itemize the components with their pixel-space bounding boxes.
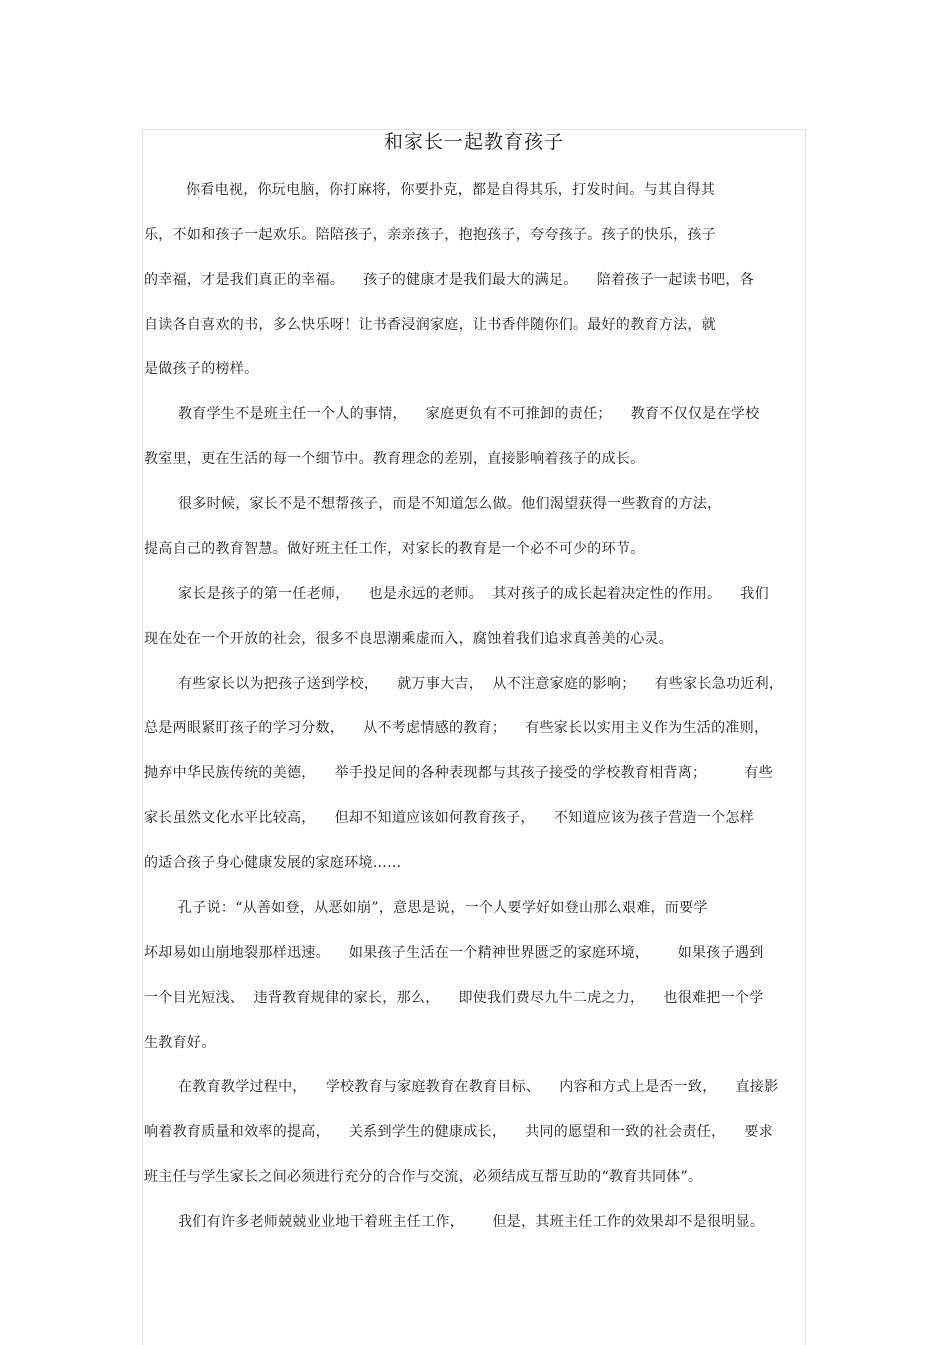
- text-line: 家长是孩子的第一任老师， 也是永远的老师。 其对孩子的成长起着决定性的作用。 我们: [178, 586, 769, 602]
- text-line: 家长虽然文化水平比较高， 但却不知道应该如何教育孩子， 不知道应该为孩子营造一个怎样: [144, 810, 754, 826]
- text-line: 你看电视，你玩电脑，你打麻将，你要扑克，都是自得其乐，打发时间。与其自得其: [186, 182, 716, 198]
- text-line: 班主任与学生家长之间必须进行充分的合作与交流，必须结成互帮互助的“教育共同体”。: [144, 1169, 703, 1185]
- text-line: 自读各自喜欢的书，多么快乐呀！让书香浸润家庭，让书香伴随你们。最好的教育方法，就: [144, 317, 716, 333]
- text-line: 提高自己的教育智慧。做好班主任工作，对家长的教育是一个必不可少的环节。: [144, 541, 645, 557]
- text-line: 总是两眼紧盯孩子的学习分数， 从不考虑情感的教育； 有些家长以实用主义作为生活的准则，: [144, 720, 769, 736]
- text-line: 生教育好。: [144, 1035, 216, 1051]
- text-line: 的适合孩子身心健康发展的家庭环境……: [144, 855, 402, 871]
- text-line: 教室里，更在生活的每一个细节中。教育理念的差别，直接影响着孩子的成长。: [144, 451, 645, 467]
- page-frame: [142, 129, 806, 1345]
- text-line: 坏却易如山崩地裂那样迅速。 如果孩子生活在一个精神世界匮乏的家庭环境， 如果孩子遇到: [144, 945, 764, 961]
- text-line: 乐，不如和孩子一起欢乐。陪陪孩子，亲亲孩子，抱抱孩子，夸夸孩子。孩子的快乐，孩子: [144, 227, 716, 243]
- text-line: 一个目光短浅、 违背教育规律的家长，那么， 即使我们费尽九牛二虎之力， 也很难把一个学: [144, 990, 764, 1006]
- text-line: 很多时候，家长不是不想帮孩子，而是不知道怎么做。他们渴望获得一些教育的方法，: [178, 496, 722, 512]
- text-line: 在教育教学过程中， 学校教育与家庭教育在教育目标、 内容和方式上是否一致， 直接影: [178, 1079, 779, 1095]
- text-line: 孔子说：“从善如登，从恶如崩”，意思是说，一个人要学好如登山那么艰难，而要学: [178, 900, 708, 916]
- text-line: 响着教育质量和效率的提高， 关系到学生的健康成长， 共同的愿望和一致的社会责任， 要求: [144, 1124, 773, 1140]
- text-line: 教育学生不是班主任一个人的事情， 家庭更负有不可推卸的责任； 教育不仅仅是在学校: [178, 406, 760, 422]
- text-line: 抛弃中华民族传统的美德， 举手投足间的各种表现都与其孩子接受的学校教育相背离； 有些: [144, 765, 773, 781]
- text-line: 有些家长以为把孩子送到学校， 就万事大吉， 从不注意家庭的影响； 有些家长急功近利，: [178, 676, 784, 692]
- text-line: 我们有许多老师兢兢业业地干着班主任工作， 但是，其班主任工作的效果却不是很明显。: [178, 1214, 765, 1230]
- text-line: 是做孩子的榜样。: [144, 361, 259, 377]
- text-line: 的幸福，才是我们真正的幸福。 孩子的健康才是我们最大的满足。 陪着孩子一起读书吧，各: [144, 272, 754, 288]
- text-line: 现在处在一个开放的社会，很多不良思潮乘虚而入，腐蚀着我们追求真善美的心灵。: [144, 631, 674, 647]
- document-title: 和家长一起教育孩子: [383, 131, 564, 153]
